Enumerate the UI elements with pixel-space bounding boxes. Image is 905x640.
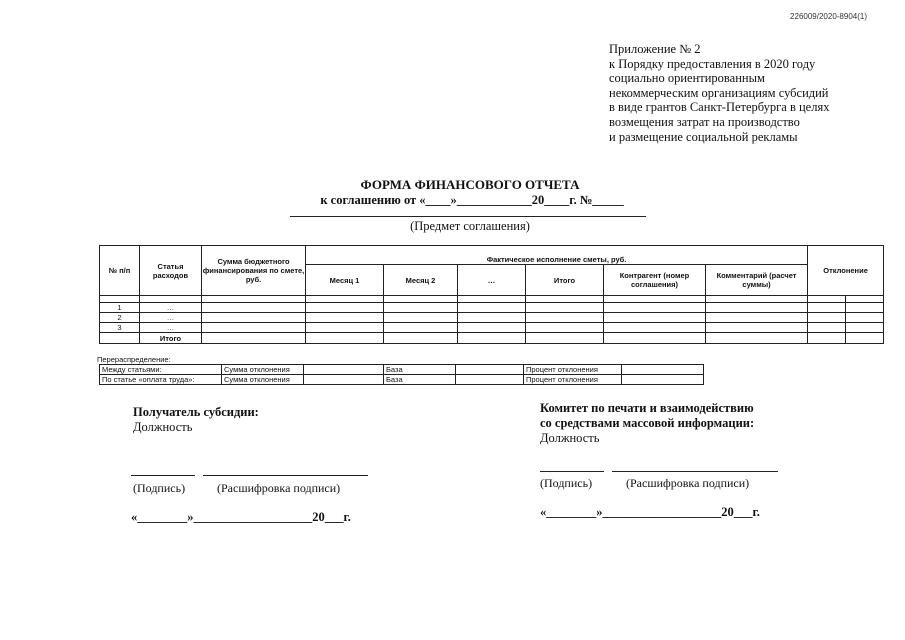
appendix-block bbox=[609, 42, 829, 144]
table-cell bbox=[458, 296, 526, 303]
table-cell bbox=[808, 333, 846, 344]
financial-report-table bbox=[99, 245, 884, 344]
table-cell bbox=[384, 333, 458, 344]
deviation-sum-label: Сумма отклонения bbox=[222, 365, 304, 375]
subject-underline bbox=[290, 216, 646, 217]
col-header-actual: Фактическое исполнение сметы, руб. bbox=[306, 255, 808, 265]
table-cell bbox=[306, 333, 384, 344]
appendix-line: возмещения затрат на производство bbox=[609, 114, 800, 129]
redistribution-heading: Перераспределение: bbox=[97, 355, 171, 364]
table-cell bbox=[604, 303, 706, 313]
committee-date-line: «________»___________________20___г. bbox=[540, 505, 760, 519]
col-header-month2: Месяц 2 bbox=[384, 265, 458, 296]
appendix-line: Приложение № 2 bbox=[609, 42, 701, 56]
table-cell bbox=[846, 296, 884, 303]
table-cell bbox=[202, 296, 306, 303]
recipient-position: Должность bbox=[133, 420, 193, 434]
table-row bbox=[100, 313, 884, 323]
committee-sign-caption: (Подпись) bbox=[540, 476, 593, 490]
form-subtitle: к соглашению от «____»____________20____г. №_____ bbox=[320, 193, 624, 207]
table-row bbox=[100, 303, 884, 313]
committee-signature-line bbox=[540, 471, 604, 472]
table-cell bbox=[706, 333, 808, 344]
row-number: 3 bbox=[100, 323, 140, 333]
table-cell bbox=[622, 375, 704, 385]
table-cell bbox=[384, 303, 458, 313]
table-cell bbox=[526, 323, 604, 333]
table-cell bbox=[604, 323, 706, 333]
table-cell bbox=[456, 365, 524, 375]
col-header-deviation: Отклонение bbox=[808, 246, 884, 296]
appendix-line: социально ориентированным bbox=[609, 71, 765, 86]
committee-title: со средствами массовой информации: bbox=[540, 416, 755, 430]
table-cell bbox=[384, 313, 458, 323]
base-label: База bbox=[384, 365, 456, 375]
appendix-line: к Порядку предоставления в 2020 году bbox=[609, 56, 816, 71]
table-cell bbox=[526, 313, 604, 323]
table-cell bbox=[306, 296, 384, 303]
redistribution-table bbox=[99, 364, 704, 385]
recipient-signature-line bbox=[131, 475, 195, 476]
table-cell bbox=[846, 303, 884, 313]
col-header-article: Статья расходов bbox=[140, 246, 202, 296]
table-cell bbox=[846, 323, 884, 333]
table-cell bbox=[604, 333, 706, 344]
recipient-decode-caption: (Расшифровка подписи) bbox=[217, 481, 341, 495]
table-cell bbox=[846, 333, 884, 344]
table-cell bbox=[304, 375, 384, 385]
redistribution-label: Между статьями: bbox=[100, 365, 222, 375]
document-number: 226009/2020-8904(1) bbox=[790, 12, 867, 21]
table-cell bbox=[202, 323, 306, 333]
table-cell bbox=[456, 375, 524, 385]
table-cell bbox=[304, 365, 384, 375]
table-cell bbox=[808, 323, 846, 333]
table-row bbox=[100, 323, 884, 333]
col-header-comment: Комментарий (расчет суммы) bbox=[706, 265, 808, 296]
table-cell bbox=[808, 296, 846, 303]
table-cell bbox=[706, 313, 808, 323]
col-header-ellipsis: … bbox=[458, 265, 526, 296]
committee-title: Комитет по печати и взаимодействию bbox=[540, 401, 754, 415]
form-title: ФОРМА ФИНАНСОВОГО ОТЧЕТА bbox=[360, 177, 580, 192]
table-cell bbox=[202, 333, 306, 344]
total-label: Итого bbox=[140, 333, 202, 344]
recipient-decode-line bbox=[203, 475, 368, 476]
row-number: 2 bbox=[100, 313, 140, 323]
table-cell bbox=[526, 333, 604, 344]
table-cell bbox=[384, 296, 458, 303]
table-cell bbox=[458, 313, 526, 323]
recipient-block bbox=[133, 405, 259, 435]
col-header-month1: Месяц 1 bbox=[306, 265, 384, 296]
col-header-contractor: Контрагент (номер соглашения) bbox=[604, 265, 706, 296]
recipient-title: Получатель субсидии: bbox=[133, 405, 259, 419]
base-label: База bbox=[384, 375, 456, 385]
table-cell bbox=[622, 365, 704, 375]
table-cell bbox=[458, 323, 526, 333]
redistribution-row bbox=[100, 375, 704, 385]
table-cell bbox=[458, 303, 526, 313]
table-cell bbox=[526, 296, 604, 303]
table-cell bbox=[706, 303, 808, 313]
col-header-num: № п/п bbox=[100, 246, 140, 296]
table-cell bbox=[306, 313, 384, 323]
deviation-sum-label: Сумма отклонения bbox=[222, 375, 304, 385]
appendix-line: и размещение социальной рекламы bbox=[609, 129, 798, 144]
table-cell bbox=[846, 313, 884, 323]
table-cell bbox=[100, 296, 140, 303]
table-cell bbox=[202, 313, 306, 323]
recipient-date-line: «________»___________________20___г. bbox=[131, 510, 351, 524]
committee-decode-caption: (Расшифровка подписи) bbox=[626, 476, 750, 490]
col-header-group bbox=[306, 246, 808, 255]
deviation-percent-label: Процент отклонения bbox=[524, 375, 622, 385]
committee-block bbox=[540, 401, 754, 446]
row-article: … bbox=[140, 303, 202, 313]
table-cell bbox=[808, 303, 846, 313]
redistribution-row bbox=[100, 365, 704, 375]
table-cell bbox=[306, 323, 384, 333]
table-cell bbox=[808, 313, 846, 323]
deviation-percent-label: Процент отклонения bbox=[524, 365, 622, 375]
committee-position: Должность bbox=[540, 431, 600, 445]
table-cell bbox=[306, 303, 384, 313]
row-article: … bbox=[140, 323, 202, 333]
redistribution-label: По статье «оплата труда»: bbox=[100, 375, 222, 385]
table-cell bbox=[706, 323, 808, 333]
table-cell bbox=[604, 296, 706, 303]
table-cell bbox=[140, 296, 202, 303]
table-cell bbox=[526, 303, 604, 313]
table-cell bbox=[100, 333, 140, 344]
appendix-line: в виде грантов Санкт-Петербурга в целях bbox=[609, 100, 830, 115]
table-total-row bbox=[100, 333, 884, 344]
table-cell bbox=[202, 303, 306, 313]
table-cell bbox=[706, 296, 808, 303]
table-cell bbox=[604, 313, 706, 323]
row-number: 1 bbox=[100, 303, 140, 313]
recipient-sign-caption: (Подпись) bbox=[133, 481, 186, 495]
subject-caption: (Предмет соглашения) bbox=[410, 219, 530, 233]
row-article: … bbox=[140, 313, 202, 323]
table-cell bbox=[384, 323, 458, 333]
col-header-total: Итого bbox=[526, 265, 604, 296]
appendix-line: некоммерческим организациям субсидий bbox=[609, 85, 829, 100]
committee-decode-line bbox=[612, 471, 778, 472]
col-header-budget: Сумма бюджетного финансирования по смете, руб. bbox=[202, 246, 306, 296]
table-cell bbox=[458, 333, 526, 344]
